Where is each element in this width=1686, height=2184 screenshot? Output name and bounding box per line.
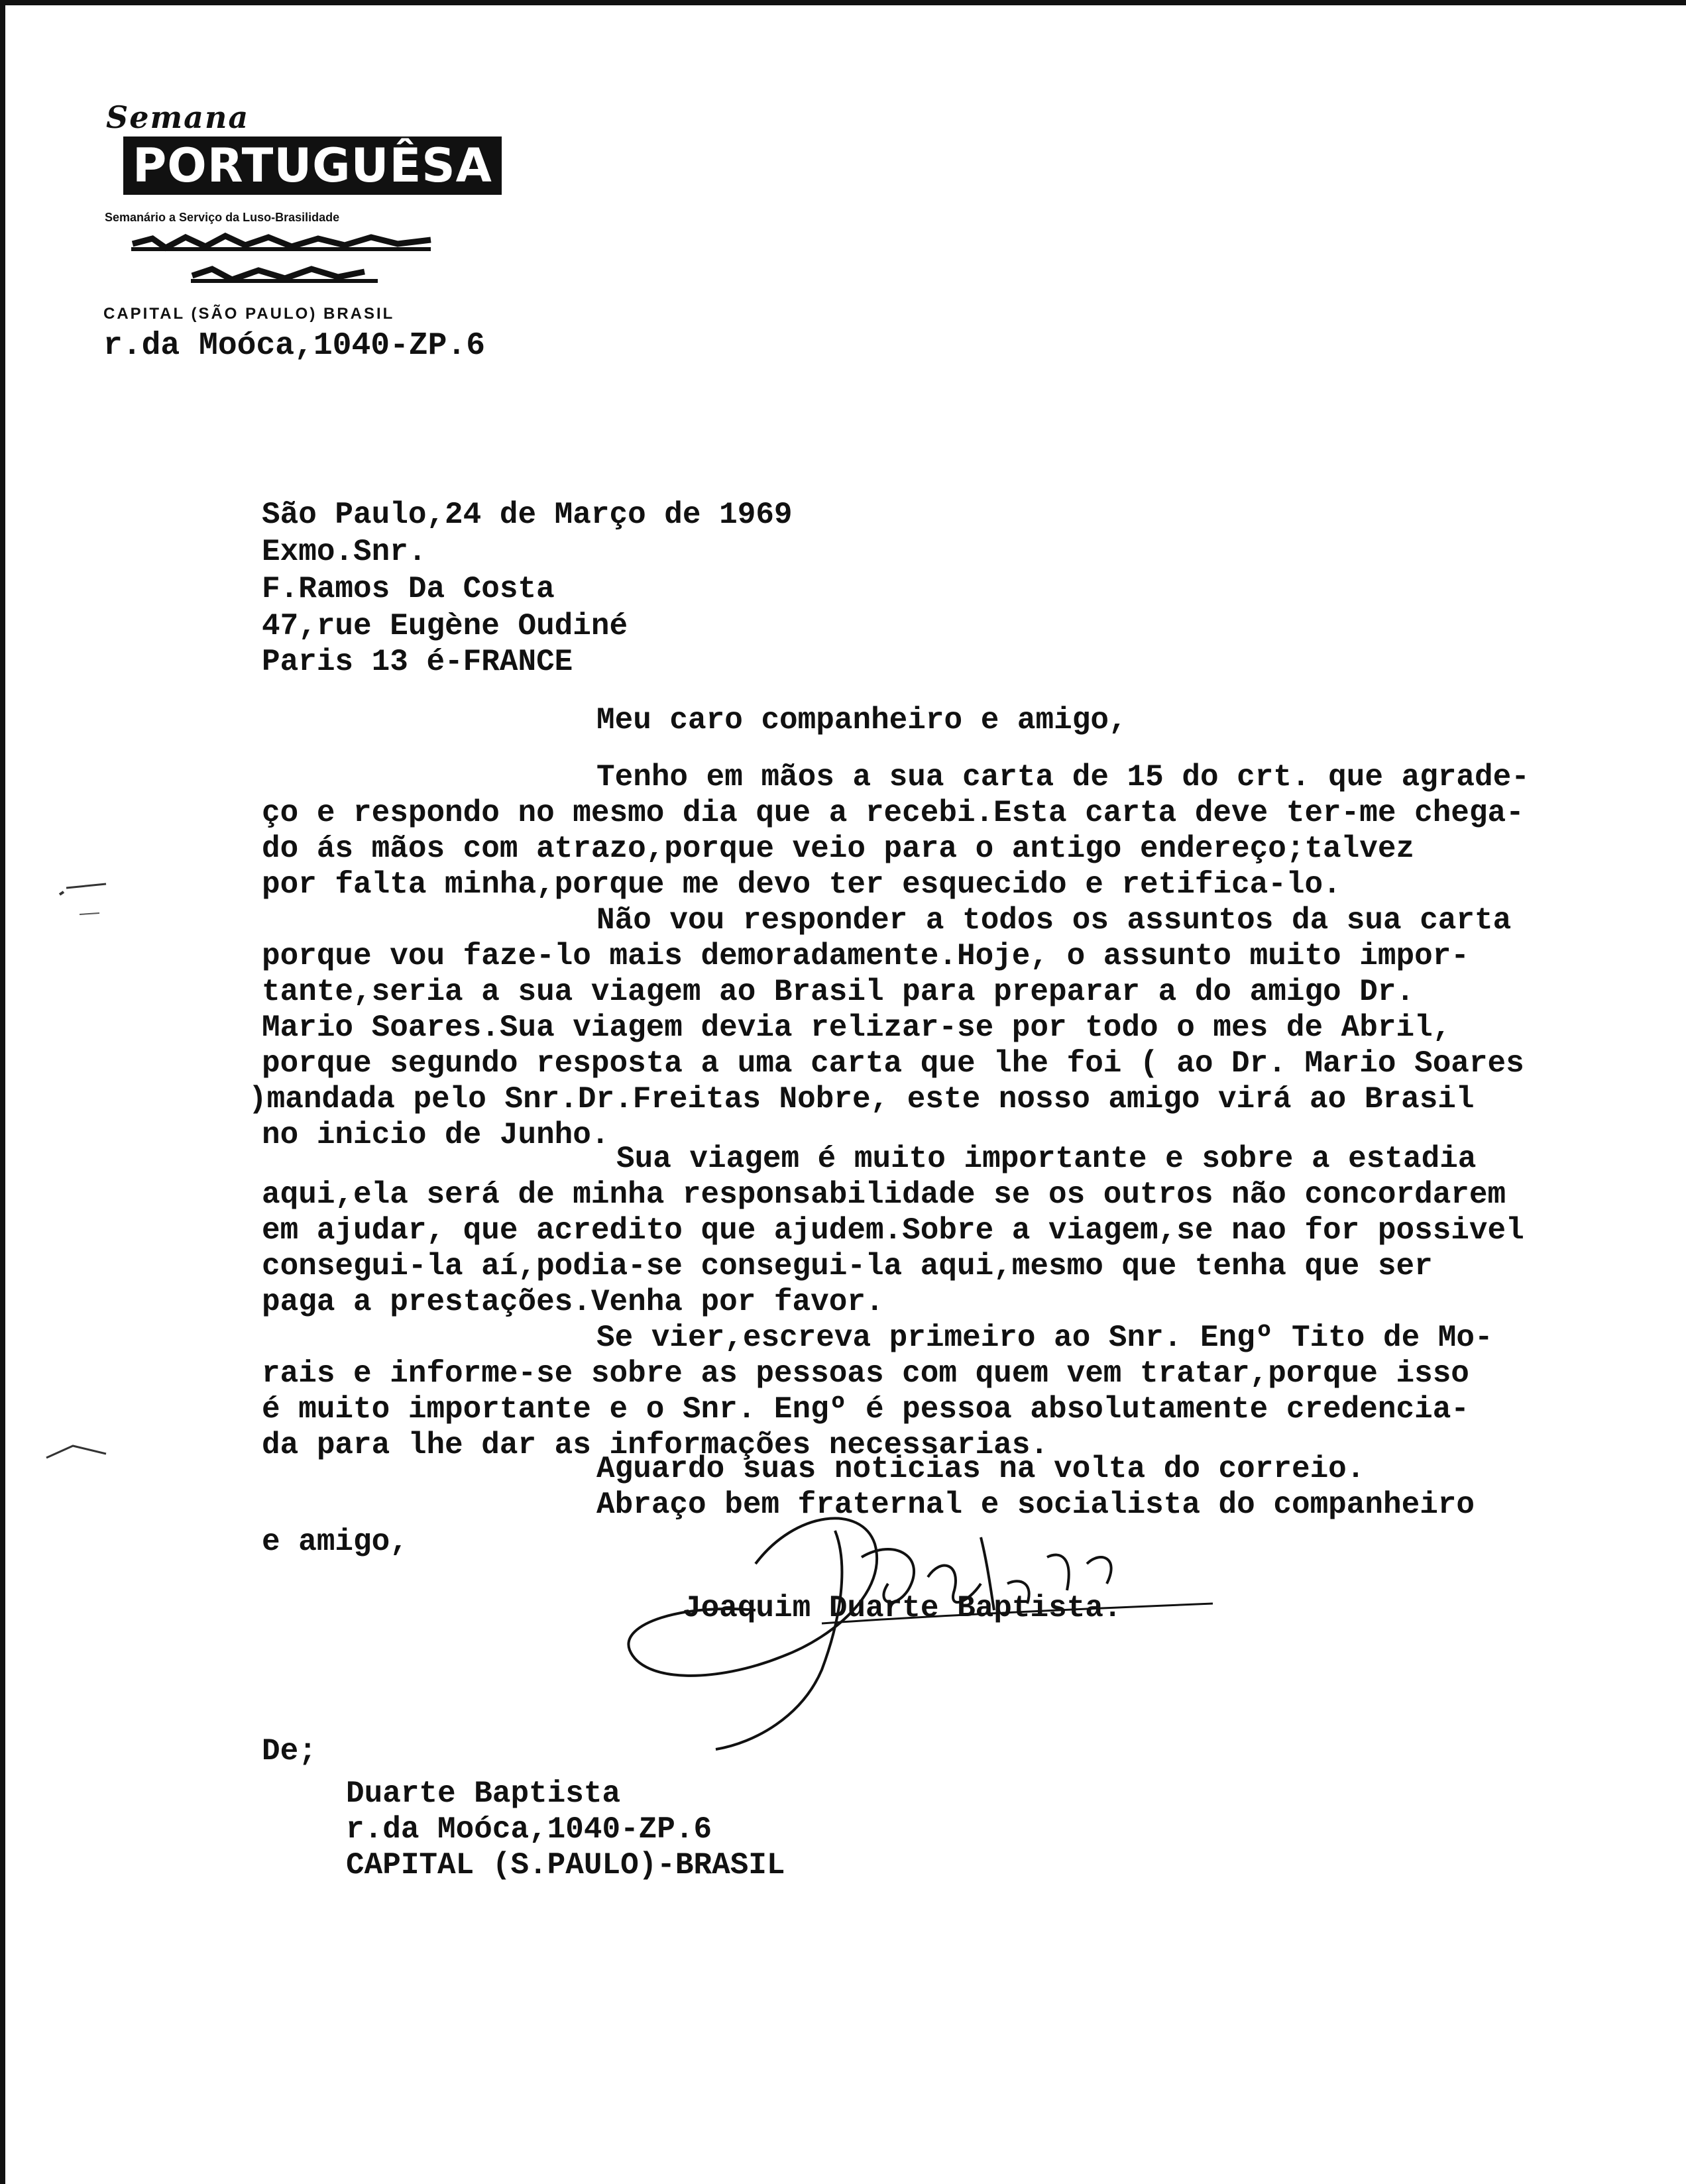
- body-line: do ás mãos com atrazo,porque veio para o antigo endereço;talvez: [262, 832, 1415, 866]
- body-line: porque segundo resposta a uma carta que lhe foi ( ao Dr. Mario Soares: [262, 1046, 1524, 1081]
- body-line: no inicio de Junho.: [262, 1118, 610, 1152]
- closing-line: Abraço bem fraternal e socialista do companheiro: [596, 1488, 1475, 1522]
- typed-signature: Joaquim Duarte Baptista.: [683, 1591, 1122, 1625]
- salutation: Meu caro companheiro e amigo,: [596, 703, 1127, 737]
- struck-out-address-scribble: [126, 229, 444, 302]
- recipient-line-3: 47,rue Eugène Oudiné: [262, 609, 628, 643]
- body-line: )mandada pelo Snr.Dr.Freitas Nobre, este nosso amigo virá ao Brasil: [249, 1082, 1475, 1117]
- body-line: Mario Soares.Sua viagem devia relizar-se por todo o mes de Abril,: [262, 1010, 1451, 1045]
- body-line: tante,seria a sua viagem ao Brasil para preparar a do amigo Dr.: [262, 975, 1415, 1009]
- masthead-subtitle: Semanário a Serviço da Luso-Brasilidade: [105, 211, 340, 224]
- body-line: ço e respondo no mesmo dia que a recebi.Esta carta deve ter-me chega-: [262, 796, 1524, 830]
- masthead-typed-address: r.da Moóca,1040-ZP.6: [103, 328, 486, 364]
- body-line: consegui-la aí,podia-se consegui-la aqui,mesmo que tenha que ser: [262, 1249, 1433, 1283]
- margin-pencil-mark: [53, 875, 113, 928]
- recipient-line-1: Exmo.Snr.: [262, 535, 427, 569]
- body-line: paga a prestações.Venha por favor.: [262, 1285, 884, 1319]
- closing-line: e amigo,: [262, 1525, 408, 1559]
- scan-edge-top: [0, 0, 1686, 5]
- body-line: Tenho em mãos a sua carta de 15 do crt. que agrade-: [596, 760, 1530, 794]
- sender-street: r.da Moóca,1040-ZP.6: [346, 1812, 712, 1847]
- sender-city: CAPITAL (S.PAULO)-BRASIL: [346, 1848, 785, 1883]
- margin-pencil-mark: [40, 1431, 113, 1471]
- body-line: rais e informe-se sobre as pessoas com quem vem tratar,porque isso: [262, 1356, 1469, 1391]
- body-line: porque vou faze-lo mais demoradamente.Hoje, o assunto muito impor-: [262, 939, 1469, 973]
- body-line: Sua viagem é muito importante e sobre a estadia: [616, 1142, 1477, 1176]
- body-line: é muito importante e o Snr. Engº é pessoa absolutamente credencia-: [262, 1392, 1469, 1427]
- body-line: aqui,ela será de minha responsabilidade se os outros não concordarem: [262, 1177, 1506, 1212]
- sender-name: Duarte Baptista: [346, 1776, 621, 1811]
- masthead-script-title: Semana: [106, 99, 250, 135]
- masthead-title: PORTUGUÊSA: [123, 136, 502, 195]
- date-line: São Paulo,24 de Março de 1969: [262, 498, 793, 532]
- body-line: Aguardo suas noticias na volta do correio.: [596, 1452, 1365, 1486]
- masthead-city-line: CAPITAL (SÃO PAULO) BRASIL: [103, 305, 395, 323]
- body-line: da para lhe dar as informações necessarias.: [262, 1428, 1048, 1462]
- recipient-line-2: F.Ramos Da Costa: [262, 572, 555, 606]
- body-line: por falta minha,porque me devo ter esquecido e retifica-lo.: [262, 867, 1341, 902]
- body-line: Se vier,escreva primeiro ao Snr. Engº Tito de Mo-: [596, 1321, 1493, 1355]
- body-line: em ajudar, que acredito que ajudem.Sobre a viagem,se nao for possivel: [262, 1213, 1524, 1248]
- scan-edge-left: [0, 0, 5, 2184]
- recipient-line-4: Paris 13 é-FRANCE: [262, 645, 573, 679]
- sender-label: De;: [262, 1734, 317, 1769]
- body-line: Não vou responder a todos os assuntos da sua carta: [596, 903, 1512, 938]
